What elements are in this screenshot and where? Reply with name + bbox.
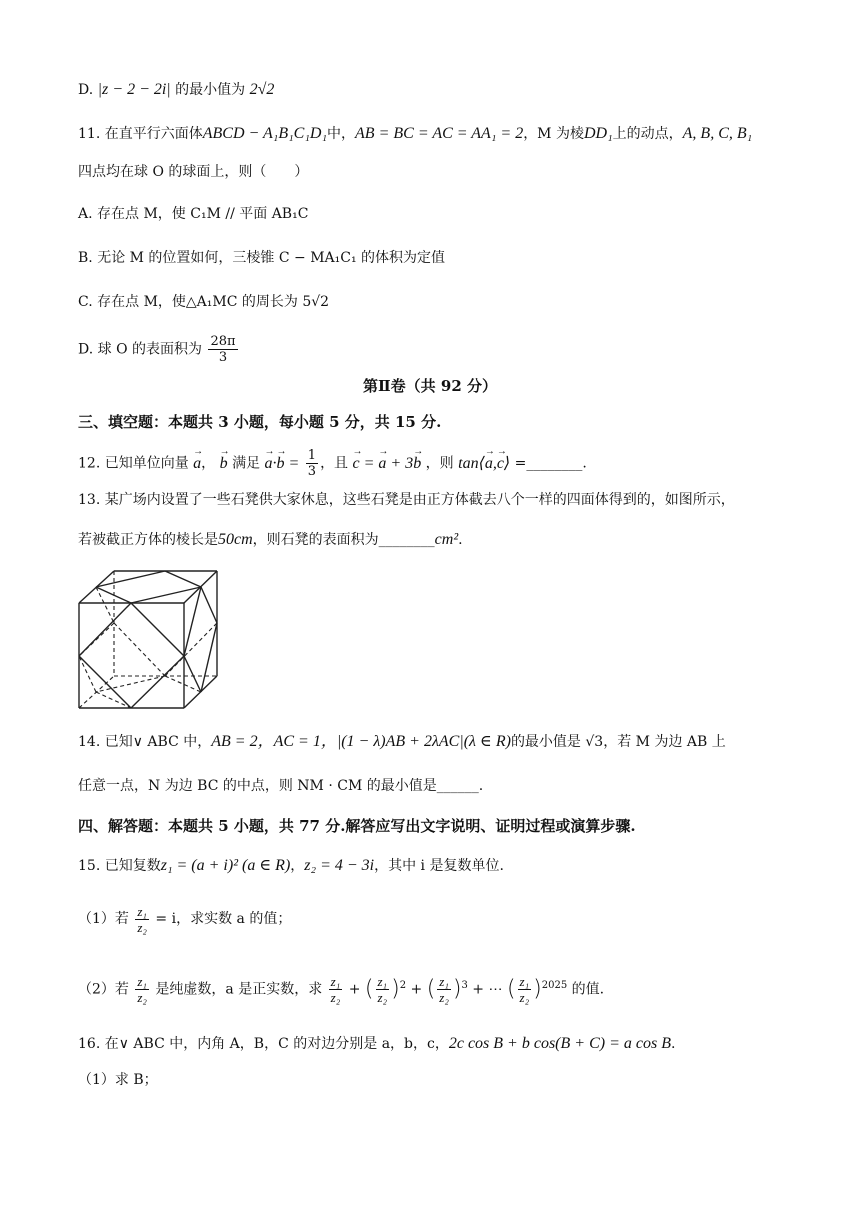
q14-stem-line2: 任意一点，N 为边 BC 的中点，则 NM · CM 的最小值是______. — [78, 778, 484, 794]
q14-stem-line1: 14. 已知∨ ABC 中，AB = 2，AC = 1，|(1 − λ)AB + 2λAC|(λ ∈ R)的最小值是 √3，若 M 为边 AB 上 — [78, 733, 726, 750]
q12-stem: 12. 已知单位向量 → a， → b 满足 → a·→ b = $\frac{1}{3}$ ，且 → c = → a + 3→ b ，则 tan⟨→ a,→ c⟩ =________. — [78, 448, 587, 479]
q11-option-d: D. 球 O 的表面积为 $\frac{28\pi}{3}$ — [78, 334, 236, 365]
stone-bench-figure — [76, 568, 222, 712]
q13-stem-line1: 13. 某广场内设置了一些石凳供大家休息，这些石凳是由正方体截去八个一样的四面体得到的，如图所示， — [78, 492, 735, 508]
q10-min-value: 2√2 — [249, 81, 275, 98]
q11-area-fraction: $\frac{28\pi}{3}$ — [210, 334, 236, 365]
q16-stem: 16. 在∨ ABC 中，内角 A，B，C 的对边分别是 a，b，c，2c cos B + b cos(B + C) = a cos B. — [78, 1035, 676, 1052]
q11-option-c: C. 存在点 M，使△A₁MC 的周长为 5√2 — [78, 294, 330, 310]
section-4-title: 四、解答题：本题共 5 小题，共 77 分.解答应写出文字说明、证明过程或演算步骤. — [78, 817, 636, 835]
q16-part-1: （1）求 B； — [78, 1072, 158, 1088]
q11-stem-line1: 11. 在直平行六面体ABCD − A₁B₁C₁D₁中，AB = BC = AC = AA₁ = 2，M 为棱DD₁上的动点，A, B, C, B₁ — [78, 125, 753, 142]
q11-stem-line2: 四点均在球 O 的球面上，则（ ） — [78, 164, 309, 180]
q11-option-a: A. 存在点 M，使 C₁M // 平面 AB₁C — [78, 206, 309, 222]
q10-modulus-expr: |z − 2 − 2i| — [97, 81, 171, 98]
section-2-title: 第Ⅱ卷（共 92 分） — [363, 377, 497, 395]
q10-option-d: D. |z − 2 − 2i| 的最小值为 2√2 — [78, 81, 275, 98]
q15-part-1: （1）若 $\frac{\text{z₁}}{\text{z₂}}$ = i，求实数 a 的值； — [78, 903, 292, 935]
q15-part-2: （2）若 $\frac{\text{z₁}}{\text{z₂}}$ 是纯虚数，a 是正实数，求 $\frac{\text{z₁}}{\text{z₂}}$ + ( $\frac{\text{z₁}}{\text{z₂}}$ )$^2$ + ( $\frac{\text{z₁}}{\text{z₂}}$ )$^3$ + ⋯ ( $\frac{\text{z₁}}{\text{z₂}}$ )$^{2025}$ 的值. — [78, 974, 605, 1006]
q15-stem: 15. 已知复数z₁ = (a + i)² (a ∈ R)，z₂ = 4 − 3i，其中 i 是复数单位. — [78, 857, 504, 874]
q11-option-b: B. 无论 M 的位置如何，三棱锥 C − MA₁C₁ 的体积为定值 — [78, 250, 446, 266]
section-3-title: 三、填空题：本题共 3 小题，每小题 5 分，共 15 分. — [78, 413, 442, 431]
q13-stem-line2: 若被截正方体的棱长是50cm，则石凳的表面积为________cm². — [78, 531, 463, 548]
